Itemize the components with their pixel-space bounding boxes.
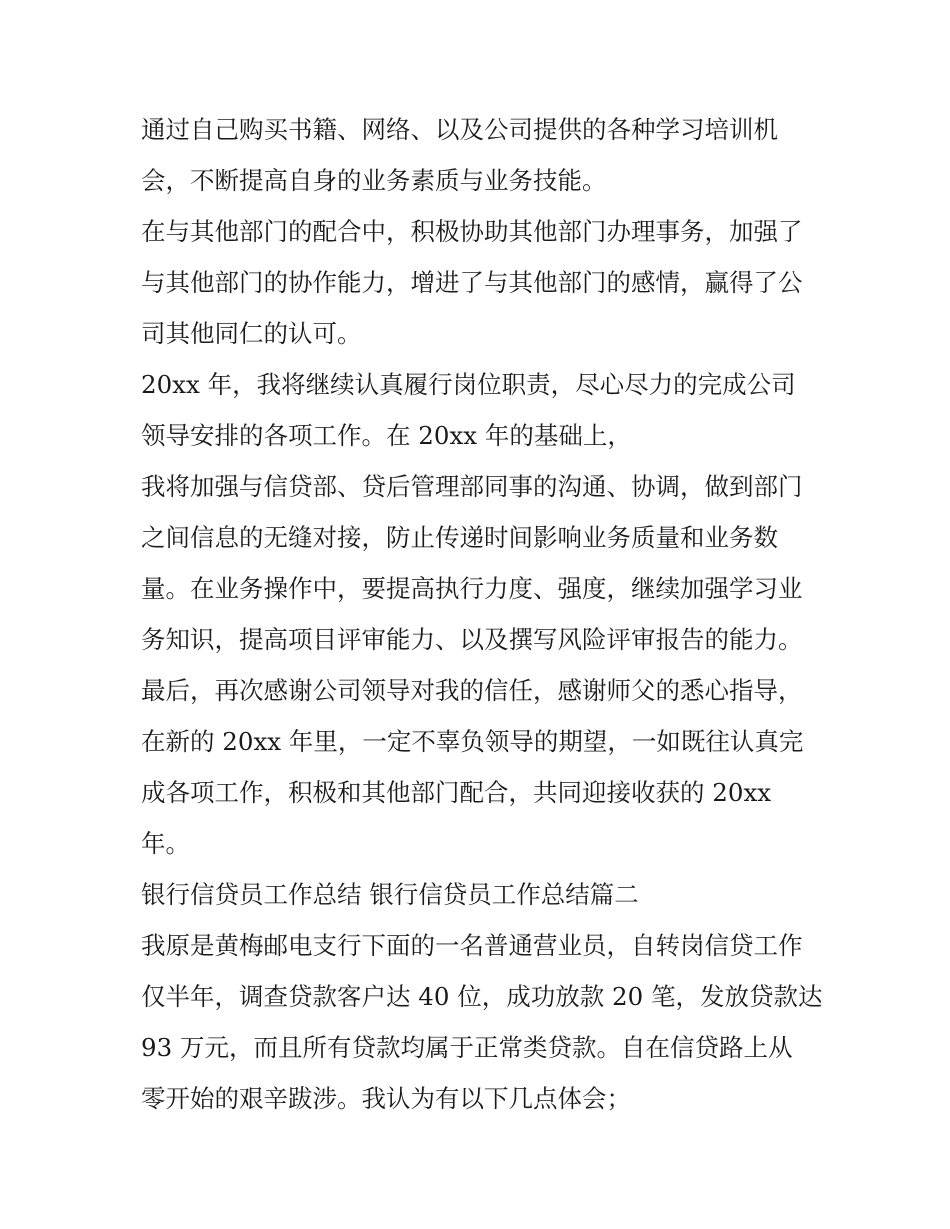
text-line: 年。 — [141, 829, 190, 858]
text-line: 务知识，提高项目评审能力、以及撰写风险评审报告的能力。 — [141, 625, 803, 654]
text-line: 我将加强与信贷部、贷后管理部同事的沟通、协调，做到部门 — [141, 472, 803, 501]
text-line: 20xx 年，我将继续认真履行岗位职责，尽心尽力的完成公司 — [141, 370, 796, 399]
text-line: 会，不断提高自身的业务素质与业务技能。 — [141, 166, 607, 195]
document-body — [141, 104, 831, 1124]
text-line: 之间信息的无缝对接，防止传递时间影响业务质量和业务数 — [141, 523, 778, 552]
text-line: 最后，再次感谢公司领导对我的信任，感谢师父的悉心指导， — [141, 676, 803, 705]
text-line: 成各项工作，积极和其他部门配合，共同迎接收获的 20xx — [141, 778, 772, 807]
text-line: 在与其他部门的配合中，积极协助其他部门办理事务，加强了 — [141, 217, 803, 246]
text-line: 93 万元，而且所有贷款均属于正常类贷款。自在信贷路上从 — [141, 1033, 793, 1062]
text-line: 仅半年，调查贷款客户达 40 位，成功放款 20 笔，发放贷款达 — [141, 982, 823, 1011]
text-line: 在新的 20xx 年里，一定不辜负领导的期望，一如既往认真完 — [141, 727, 804, 756]
text-line: 与其他部门的协作能力，增进了与其他部门的感情，赢得了公 — [141, 268, 803, 297]
text-line: 我原是黄梅邮电支行下面的一名普通营业员，自转岗信贷工作 — [141, 931, 803, 960]
text-line: 司其他同仁的认可。 — [141, 319, 362, 348]
text-line: 量。在业务操作中，要提高执行力度、强度，继续加强学习业 — [141, 574, 803, 603]
text-line: 零开始的艰辛跋涉。我认为有以下几点体会； — [141, 1084, 631, 1113]
text-line: 领导安排的各项工作。在 20xx 年的基础上， — [141, 421, 632, 450]
section-heading: 银行信贷员工作总结 银行信贷员工作总结篇二 — [141, 880, 639, 909]
text-line: 通过自己购买书籍、网络、以及公司提供的各种学习培训机 — [141, 115, 778, 144]
